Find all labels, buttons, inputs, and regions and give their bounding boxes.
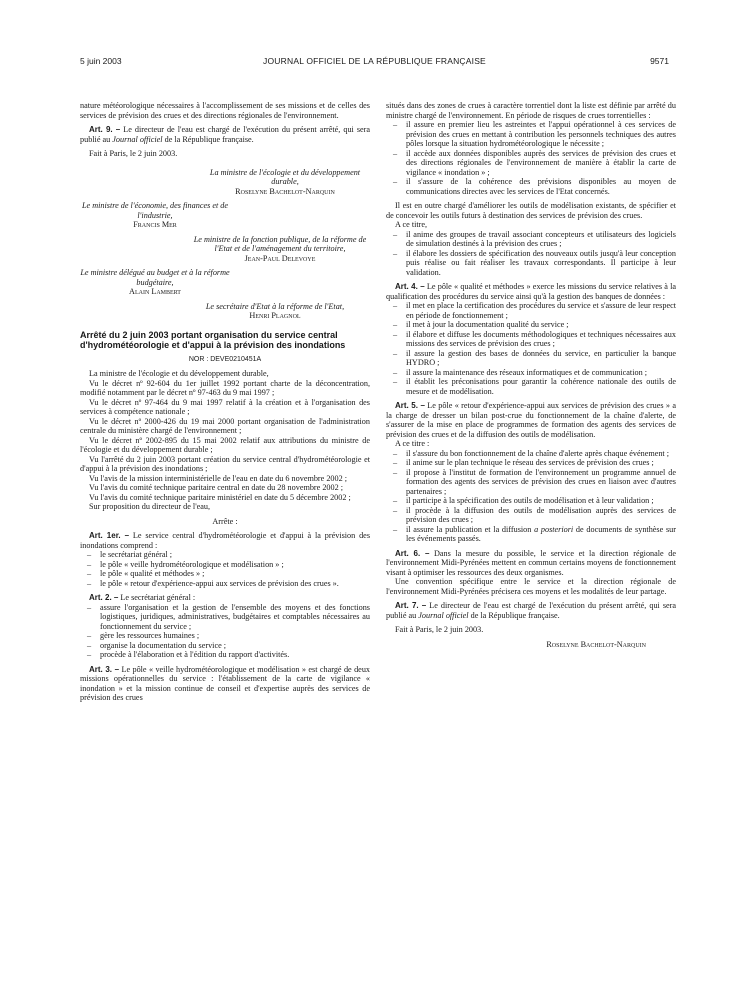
preamble-line: Vu l'avis de la mission interministérielle de l'eau en date du 6 novembre 2002 ; bbox=[89, 473, 348, 483]
paragraph: Il est en outre chargé d'améliorer les outils de modélisation existants, de spécifier et de concevoir les outils futurs à destination des services de prévision des crues. bbox=[386, 201, 676, 220]
list-item: – organise la documentation du service ; bbox=[100, 641, 370, 651]
preamble-line: Vu l'avis du comité technique paritaire ministériel en date du 5 décembre 2002 ; bbox=[89, 492, 351, 502]
list-item: – il s'assure de la cohérence des prévisions disponibles au moyen de communications directes avec les services de l'Etat concernés. bbox=[406, 177, 676, 196]
list-item: – le secrétariat général ; bbox=[100, 550, 370, 560]
article-9: Art. 9. – Le directeur de l'eau est chargé de l'exécution du présent arrêté, qui sera publié au Journal officiel de la République française. bbox=[80, 125, 370, 144]
list-item: – assure l'organisation et la gestion de l'ensemble des moyens et des fonctions logistiques, juridiques, administratives, budgétaires et comptables nécessaires au fonctionnement du service ; bbox=[100, 603, 370, 632]
fait-a-paris: Fait à Paris, le 2 juin 2003. bbox=[89, 149, 178, 158]
list-item: – il procède à la diffusion des outils de modélisation auprès des services de prévision des crues ; bbox=[406, 506, 676, 525]
fait-a-paris: Fait à Paris, le 2 juin 2003. bbox=[395, 625, 484, 634]
arrete-title: Arrêté du 2 juin 2003 portant organisation du service central d'hydrométéorologie et d'appui à la prévision des inondations bbox=[80, 329, 346, 350]
list-item: – le pôle « qualité et méthodes » ; bbox=[100, 569, 370, 579]
header-date: 5 juin 2003 bbox=[80, 56, 122, 66]
article-1: Art. 1er. – Le service central d'hydrométéorologie et d'appui à la prévision des inondations comprend : bbox=[80, 531, 371, 550]
preamble bbox=[80, 369, 370, 512]
article-5-list bbox=[386, 449, 676, 544]
preamble-line: La ministre de l'écologie et du développement durable, bbox=[89, 369, 269, 378]
list-item: – le pôle « retour d'expérience-appui aux services de prévision des crues ». bbox=[100, 579, 370, 589]
article-7: Art. 7. – Le directeur de l'eau est chargé de l'exécution du présent arrêté, qui sera publié au Journal officiel de la République française. bbox=[386, 601, 676, 620]
list-item: – il assure la publication et la diffusion a posteriori de documents de synthèse sur les événements passés. bbox=[406, 525, 676, 544]
list-item: – il participe à la spécification des outils de modélisation et à leur validation ; bbox=[406, 496, 676, 506]
list-item: – il accède aux données disponibles auprès des services de prévision des crues et des directions régionales de l'environnement de manière à établir la carte de vigilance « inondation » ; bbox=[406, 149, 676, 178]
list-item: – le pôle « veille hydrométéorologique et modélisation » ; bbox=[100, 560, 370, 570]
list-item: – il s'assure du bon fonctionnement de la chaîne d'alerte après chaque événement ; bbox=[406, 449, 676, 459]
header-page-number: 9571 bbox=[650, 56, 669, 66]
article-label: Art. 9. – bbox=[89, 125, 121, 134]
right-column bbox=[386, 101, 676, 649]
preamble-line: Vu le décret nº 92-604 du 1er juillet 1992 portant charte de la déconcentration, modifié notamment par le décret nº 97-463 du 9 mai 1997 ; bbox=[80, 378, 370, 397]
article-5: Art. 5. – Le pôle « retour d'expérience-appui aux services de prévision des crues » a la charge de dresser un bilan post-crue du fonctionnement de la chaîne d'alerte, de s'assurer de la mise en place de programmes de formation des agents des services de prévision des crues et de la diffusion des outils de modélisation. bbox=[386, 401, 676, 439]
list-item: – il met à jour la documentation qualité du service ; bbox=[406, 320, 676, 330]
list-item: – il anime des groupes de travail associant concepteurs et utilisateurs des logiciels de simulation destinés à la prévision des crues ; bbox=[406, 230, 676, 249]
list-item: – il assure la maintenance des réseaux informatiques et de communication ; bbox=[406, 368, 676, 378]
list-item: – il propose à l'institut de formation de l'environnement un programme annuel de formation des agents des services de prévision des crues en liaison avec d'autres partenaires ; bbox=[406, 468, 676, 497]
signature-block-reforme-etat: Le secrétaire d'Etat à la réforme de l'Etat, Henri Plagnol bbox=[205, 301, 345, 320]
preamble-line: Sur proposition du directeur de l'eau, bbox=[89, 502, 211, 511]
article-4: Art. 4. – Le pôle « qualité et méthodes » exerce les missions du service relatives à la qualification des procédures du service ainsi qu'à la gestion des banques de données : bbox=[386, 282, 677, 301]
intro-paragraph: nature météorologique nécessaires à l'accomplissement de ses missions et de celles des services de prévision des crues et des directions régionales de l'environnement. bbox=[80, 101, 370, 120]
signature-name: Roselyne Bachelot-Narquin bbox=[546, 639, 646, 649]
list-item: – il anime sur le plan technique le réseau des services de prévision des crues ; bbox=[406, 458, 676, 468]
header-journal-title: JOURNAL OFFICIEL DE LA RÉPUBLIQUE FRANÇAISE bbox=[263, 56, 486, 66]
nor-reference: NOR : DEVE0210451A bbox=[188, 355, 262, 363]
a-ce-titre: A ce titre : bbox=[395, 439, 430, 448]
article-1-list bbox=[80, 550, 370, 588]
signature-block-economie: Le ministre de l'économie, des finances et de l'industrie, Francis Mer bbox=[81, 201, 229, 229]
arrete-word: Arrête : bbox=[212, 516, 238, 526]
signature-block-ecologie: La ministre de l'écologie et du développement durable, Roselyne Bachelot-Narquin bbox=[209, 167, 361, 196]
signature-block-budget: Le ministre délégué au budget et à la réforme budgétaire, Alain Lambert bbox=[80, 268, 230, 296]
list-item: – il élabore les dossiers de spécification des nouveaux outils jusqu'à leur conception puis réalise ou fait réaliser les travaux correspondants. Il participe à leur validation. bbox=[406, 249, 676, 278]
preamble-line: Vu le décret nº 97-464 du 9 mai 1997 relatif à la création et à l'organisation des services à compétence nationale ; bbox=[80, 397, 370, 416]
continued-paragraph: situés dans des zones de crues à caractère torrentiel dont la liste est définie par arrêté du ministre chargé de l'environnement. En période de risques de crues torrentielles : bbox=[386, 101, 676, 120]
article-3-list-2 bbox=[386, 230, 676, 278]
article-3-list bbox=[386, 120, 676, 196]
list-item: – gère les ressources humaines ; bbox=[100, 631, 370, 641]
signature-block-fonction-publique: Le ministre de la fonction publique, de la réforme de l'Etat et de l'aménagement du territoire, Jean-Paul Delevoye bbox=[193, 234, 367, 263]
list-item: – il établit les préconisations pour garantir la cohérence nationale des outils de mesure et de modélisation. bbox=[406, 377, 676, 396]
list-item: – il assure la gestion des bases de données du service, en particulier la banque HYDRO ; bbox=[406, 349, 676, 368]
preamble-line: Vu l'arrêté du 2 juin 2003 portant création du service central d'hydrométéorologie et d'appui à la prévision des inondations ; bbox=[80, 454, 370, 473]
paragraph: Une convention spécifique entre le service et la direction régionale de l'environnement Midi-Pyrénées précisera ces moyens et les modalités de leur partage. bbox=[386, 577, 676, 596]
list-item: – il assure en premier lieu les astreintes et l'appui opérationnel à ces services de prévision des crues en mettant à contribution les personnels techniques des autres pôles lorsque la situation hydrométéorologique le nécessite ; bbox=[406, 120, 676, 149]
preamble-line: Vu l'avis du comité technique paritaire central en date du 28 novembre 2002 ; bbox=[89, 483, 344, 492]
list-item: – il met en place la certification des procédures du service et s'assure de leur respect en période de fonctionnement ; bbox=[406, 301, 676, 320]
list-item: – procède à l'élaboration et à l'édition du rapport d'activités. bbox=[100, 650, 370, 660]
article-2-list bbox=[80, 603, 370, 660]
article-6: Art. 6. – Dans la mesure du possible, le service et la direction régionale de l'environnement Midi-Pyrénées mettent en commun certains moyens de fonctionnement visant à optimiser les ressources des deux organismes. bbox=[386, 548, 676, 577]
a-ce-titre: A ce titre, bbox=[395, 220, 428, 229]
article-3: Art. 3. – Le pôle « veille hydrométéorologique et modélisation » est chargé de deux missions opérationnelles du service : l'établissement de la carte de vigilance « inondation » et la mission continue de conseil et d'expertise auprès des services de prévision des crues bbox=[80, 664, 371, 702]
list-item: – il élabore et diffuse les documents méthodologiques et techniques nécessaires aux missions des services de prévision des crues ; bbox=[406, 330, 676, 349]
preamble-line: Vu le décret nº 2000-426 du 19 mai 2000 portant organisation de l'administration centrale du ministère chargé de l'environnement ; bbox=[80, 416, 370, 435]
left-column bbox=[80, 101, 370, 703]
article-2: Art. 2. – Le secrétariat général : bbox=[89, 593, 196, 602]
article-4-list bbox=[386, 301, 676, 396]
preamble-line: Vu le décret nº 2002-895 du 15 mai 2002 relatif aux attributions du ministre de l'écologie et du développement durable ; bbox=[80, 435, 370, 454]
